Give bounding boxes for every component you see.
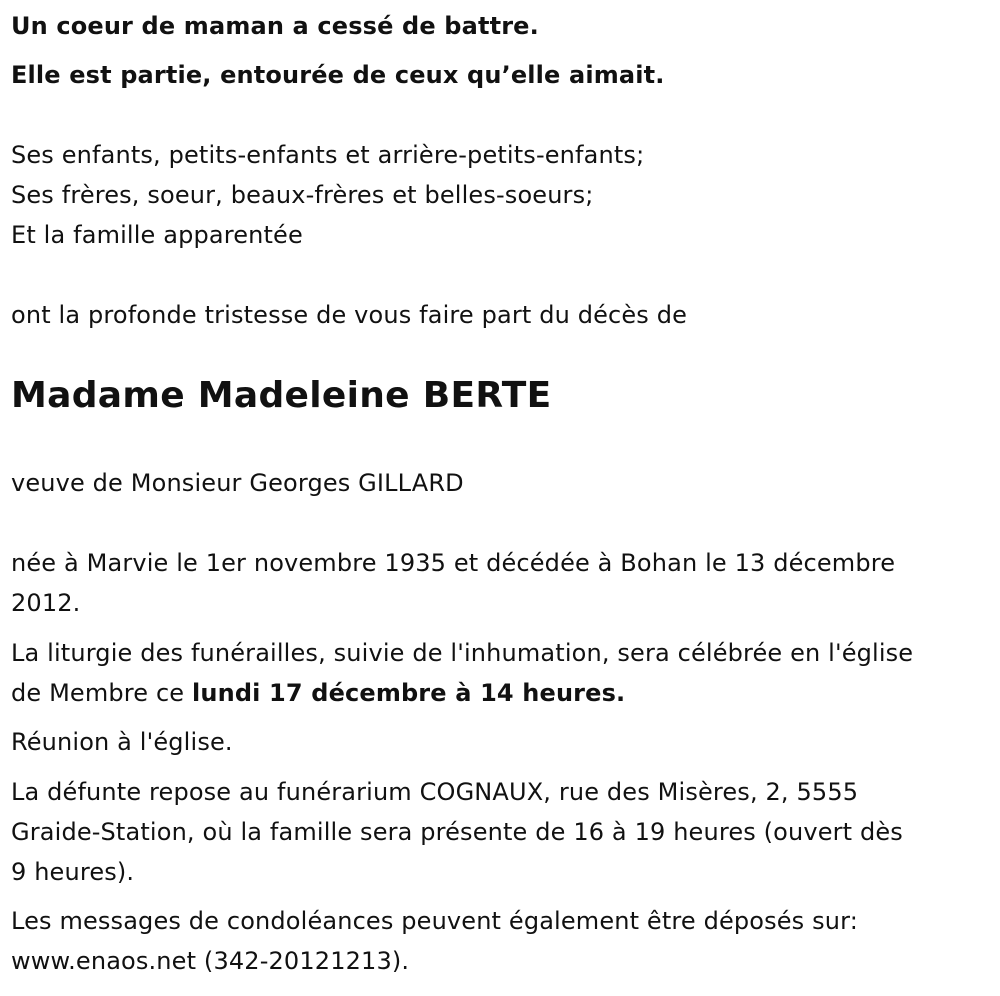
- funeral-date-time: lundi 17 décembre à 14 heures.: [192, 679, 626, 707]
- family-line-3: Et la famille apparentée: [11, 221, 303, 249]
- rest-line-2: Graide-Station, où la famille sera présente de 16 à 19 heures (ouvert dès: [11, 818, 903, 846]
- family-line-1: Ses enfants, petits-enfants et arrière-petits-enfants;: [11, 141, 645, 169]
- meeting-text: Réunion à l'église.: [11, 728, 233, 756]
- birth-death-line-2: 2012.: [11, 589, 81, 617]
- funeral-line-1: La liturgie des funérailles, suivie de l'inhumation, sera célébrée en l'église: [11, 639, 914, 667]
- rest-line-1: La défunte repose au funérarium COGNAUX, rue des Misères, 2, 5555: [11, 778, 859, 806]
- intro-line-2: Elle est partie, entourée de ceux qu’elle aimait.: [11, 61, 665, 89]
- birth-death-line-1: née à Marvie le 1er novembre 1935 et décédée à Bohan le 13 décembre: [11, 549, 896, 577]
- family-line-2: Ses frères, soeur, beaux-frères et belles-soeurs;: [11, 181, 594, 209]
- intro-line-1: Un coeur de maman a cessé de battre.: [11, 12, 539, 40]
- spouse-text: veuve de Monsieur Georges GILLARD: [11, 469, 464, 497]
- condolences-line-1: Les messages de condoléances peuvent également être déposés sur:: [11, 907, 858, 935]
- announcement-text: ont la profonde tristesse de vous faire part du décès de: [11, 301, 688, 329]
- funeral-line-2: [11, 678, 625, 708]
- deceased-name: Madame Madeleine BERTE: [11, 375, 552, 416]
- funeral-line-2-prefix: de Membre ce: [11, 679, 192, 707]
- condolences-line-2: www.enaos.net (342-20121213).: [11, 947, 410, 975]
- rest-line-3: 9 heures).: [11, 858, 135, 886]
